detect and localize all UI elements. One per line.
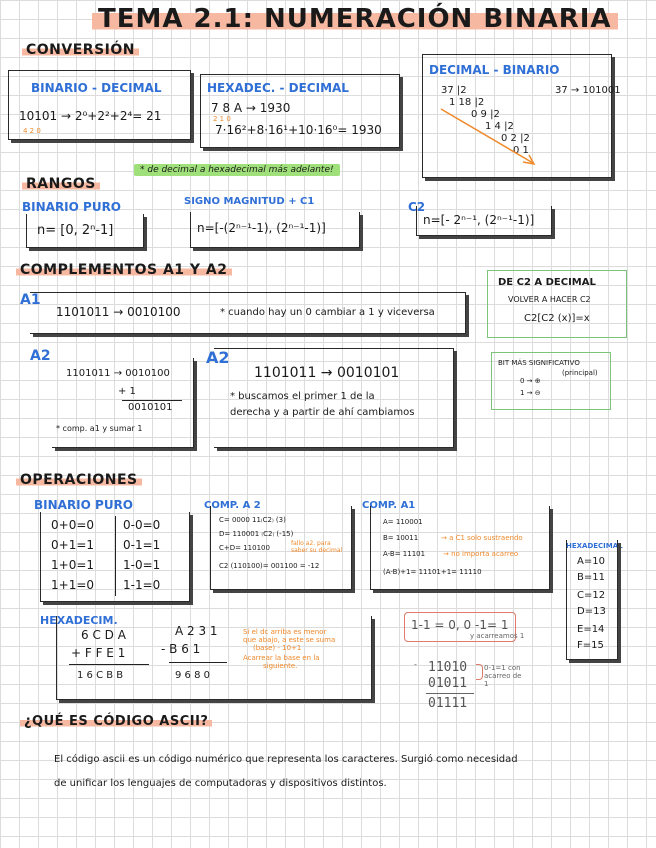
hex-row: C=12 <box>577 590 606 601</box>
a2-right-note2: derecha y a partir de ahí cambiamos <box>230 407 415 418</box>
complementos-heading: COMPLEMENTOS A1 Y A2 <box>16 262 232 278</box>
op-cell: 1-0=1 <box>123 558 161 572</box>
a2-left-line1: 1101011 → 0010100 <box>66 368 170 379</box>
arrow-icon <box>437 105 547 171</box>
op-cell: 1-1=0 <box>123 578 161 592</box>
op-cell: 0-1=1 <box>123 538 161 552</box>
a2-right-label: A2 <box>206 348 230 367</box>
page-title: TEMA 2.1: NUMERACIÓN BINARIA <box>92 4 618 34</box>
hexadecim-note2: que abajo, a este se suma <box>243 636 336 644</box>
op-binario-puro-label: BINARIO PURO <box>34 498 134 512</box>
a1-label: A1 <box>20 292 41 308</box>
conversion-heading: CONVERSIÓN <box>22 42 139 58</box>
op-cell: 0-0=0 <box>123 518 161 532</box>
comp-a2-row: C= 0000 11₍C2₎ (3) <box>219 516 286 524</box>
op-cell: 1+1=0 <box>51 578 95 592</box>
bin-dec-box <box>8 70 191 140</box>
comp-a1-note1: → a C1 solo sustraendo <box>441 534 523 542</box>
column-divider <box>115 516 116 596</box>
comp-a1-box <box>370 506 550 590</box>
c2-dec-line3: C2[C2 (x)]=x <box>524 313 590 324</box>
bin-dec-label: BINARIO - DECIMAL <box>31 81 162 95</box>
hex-dec-idx: 2 1 0 <box>213 115 231 123</box>
a1-expr: 1101011 → 0010100 <box>56 305 181 319</box>
binario-puro-box <box>26 214 144 248</box>
comp-a2-row: D= 110001 ₍C2₎ (-15) <box>219 530 294 538</box>
c2-formula: n=[- 2ⁿ⁻¹, (2ⁿ⁻¹-1)] <box>423 213 535 227</box>
binary-sub-line: 11010 <box>428 660 468 675</box>
c2-dec-line1: DE C2 A DECIMAL <box>498 277 596 288</box>
hex-dec-line2: 7·16²+8·16¹+10·16⁰= 1930 <box>215 123 382 137</box>
hex-row: E=14 <box>577 624 605 635</box>
bin-dec-idx: 4 2 0 <box>23 127 41 135</box>
bit-box <box>491 352 611 410</box>
c2-decimal-box <box>487 270 627 338</box>
hex-row: D=13 <box>577 606 606 617</box>
hex-table-label: HEXADECIMAL <box>566 542 623 550</box>
hexadecim-note3: (base) - 10+1 <box>253 644 302 652</box>
signo-magnitud-label: SIGNO MAGNITUD + C1 <box>184 196 315 207</box>
minus-sign: - <box>414 660 417 669</box>
comp-a1-row: B= 10011 <box>383 534 419 542</box>
c2-dec-line2: VOLVER A HACER C2 <box>508 295 591 304</box>
sub-line <box>426 693 474 694</box>
hexadecim-note4: Acarrear la base en la <box>243 654 320 662</box>
a2-right-note1: * buscamos el primer 1 de la <box>230 391 375 402</box>
comp-a1-note2: → no importa acarreo <box>443 550 519 558</box>
bit-line2: 0 → ⊕ <box>520 377 541 385</box>
signo-magnitud-formula: n=[-(2ⁿ⁻¹-1), (2ⁿ⁻¹-1)] <box>197 221 326 235</box>
operaciones-heading: OPERACIONES <box>16 472 142 488</box>
comp-a1-row: (A-B)+1= 11101+1= 11110 <box>383 568 482 576</box>
op-binario-puro-box <box>40 512 190 602</box>
a2-left-note: * comp. a1 y sumar 1 <box>56 424 143 433</box>
binary-sub-line: 01011 <box>428 676 468 691</box>
dec-bin-result: 37 → 101001 <box>555 85 621 96</box>
dec-bin-box <box>422 54 621 178</box>
a2-right-expr: 1101011 → 0010101 <box>254 365 400 381</box>
ascii-line1: El código ascii es un código numérico que representa los caracteres. Surgió como necesidad <box>54 754 518 765</box>
hex-dec-box <box>200 74 400 148</box>
op-cell: 0+1=1 <box>51 538 95 552</box>
comp-a1-label: COMP. A1 <box>362 500 416 511</box>
hex-table-box <box>566 540 618 660</box>
hex-sum-line: 1 6 C B B <box>77 670 124 681</box>
binary-sub-rule-note: y acarreamos 1 <box>470 632 525 640</box>
bit-sub: (principal) <box>562 369 598 377</box>
comp-a1-row: A= 110001 <box>383 518 423 526</box>
a2-left-label: A2 <box>30 348 51 364</box>
comp-a2-note: fallo a2. para saber su decimal <box>291 540 343 554</box>
binario-puro-label: BINARIO PURO <box>22 200 122 214</box>
bracket-icon <box>476 664 483 680</box>
hexadecim-box <box>56 616 372 700</box>
a1-note: * cuando hay un 0 cambiar a 1 y viceversa <box>220 307 435 318</box>
comp-a2-label: COMP. A 2 <box>204 500 261 511</box>
sum-line <box>69 664 149 665</box>
hexadecim-note1: Si el dc arriba es menor <box>243 628 327 636</box>
hex-dec-line1: 7 8 A → 1930 <box>211 101 291 115</box>
div-step: 0 2 |2 <box>501 133 530 144</box>
bit-line1: BIT MÁS SIGNIFICATIVO <box>498 359 580 367</box>
binario-puro-formula: n= [0, 2ⁿ-1] <box>37 223 114 238</box>
bit-line3: 1 → ⊖ <box>520 389 541 397</box>
bin-dec-expr: 10101 → 2⁰+2²+2⁴= 21 <box>19 109 162 123</box>
comp-a1-row: A-B= 11101 <box>383 550 426 558</box>
rangos-heading: RANGOS <box>22 176 100 192</box>
c2-box <box>416 206 552 236</box>
op-cell: 0+0=0 <box>51 518 95 532</box>
comp-a2-row: C+D= 110100 <box>219 544 270 552</box>
hex-row: F=15 <box>577 640 604 651</box>
hex-sum-line: + F F E 1 <box>71 646 126 660</box>
div-step: 37 |2 <box>441 85 467 96</box>
comp-a2-box <box>210 506 352 590</box>
signo-magnitud-box <box>190 212 360 248</box>
binary-sub-note: 0-1=1 con acarreo de 1 <box>484 664 522 688</box>
div-step: 0 9 |2 <box>471 109 500 120</box>
div-step: 1 18 |2 <box>449 97 485 108</box>
hexadecim-label: HEXADECIM. <box>40 614 118 627</box>
op-cell: 1+0=1 <box>51 558 95 572</box>
a1-box <box>30 292 466 334</box>
c2-label: C2 <box>408 200 426 214</box>
hex-sub-line: - B 6 1 <box>161 642 201 656</box>
div-step: 1 4 |2 <box>485 121 514 132</box>
hex-row: B=11 <box>577 572 605 583</box>
sum-line <box>122 400 182 401</box>
a2-left-box <box>52 358 194 448</box>
a2-right-box <box>214 348 454 448</box>
hexadecim-note5: siguiente. <box>263 662 298 670</box>
binary-sub-line: 01111 <box>428 696 468 711</box>
hex-row: A=10 <box>577 556 605 567</box>
hex-dec-label: HEXADEC. - DECIMAL <box>207 81 349 95</box>
dec-bin-label: DECIMAL - BINARIO <box>429 63 560 77</box>
hex-sub-line: 9 6 8 0 <box>175 670 210 681</box>
ascii-heading: ¿QUÉ ES CÓDIGO ASCII? <box>20 714 212 729</box>
div-step: 0 1 <box>513 145 529 156</box>
conversion-note: * de decimal a hexadecimal más adelante! <box>134 164 340 176</box>
sub-line <box>169 662 227 663</box>
ascii-line2: de unificar los lenguajes de computadoras y dispositivos distintos. <box>54 778 387 789</box>
a2-left-line3: 0010101 <box>128 402 173 413</box>
hex-sub-line: A 2 3 1 <box>175 624 218 638</box>
a2-left-line2: + 1 <box>118 386 136 397</box>
binary-sub-rule: 1-1 = 0, 0 -1= 1 <box>411 618 509 632</box>
hex-sum-line: 6 C D A <box>81 628 126 642</box>
comp-a2-row: C2 (110100)= 001100 = -12 <box>219 562 320 570</box>
